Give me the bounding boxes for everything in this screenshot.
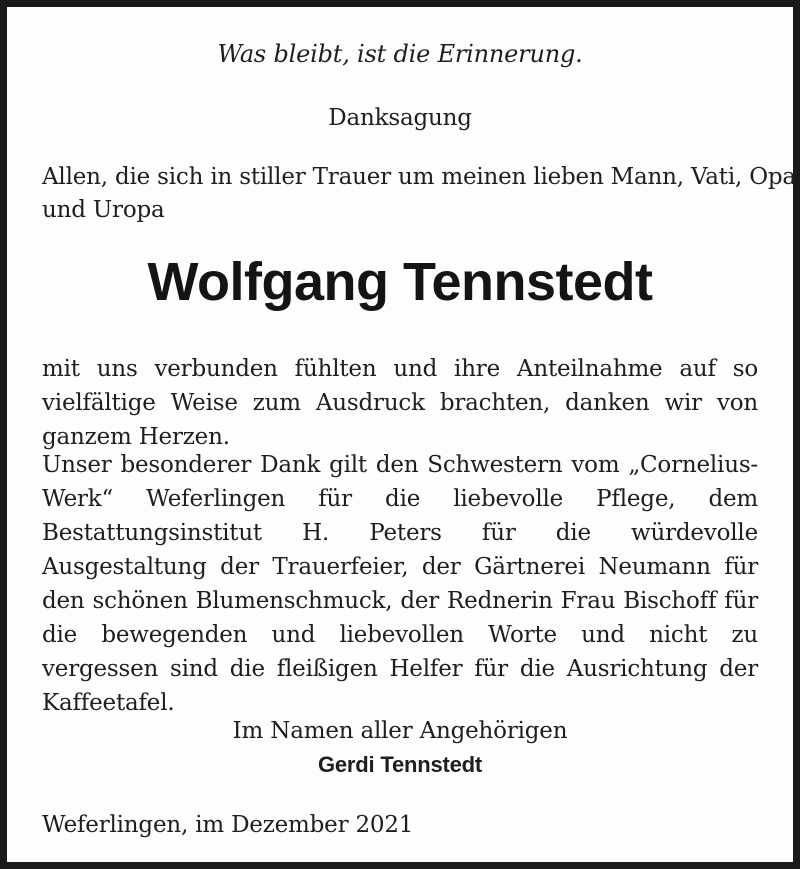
heading: Danksagung: [328, 105, 472, 131]
intro-line-1: Allen, die sich in stiller Trauer um meinen lieben Mann, Vati, Opa: [42, 164, 796, 190]
intro-line-2: und Uropa: [42, 197, 165, 223]
deceased-name: Wolfgang Tennstedt: [147, 252, 653, 312]
paragraph-special-thanks: Unser besonderer Dank gilt den Schwestern vom „Cornelius-Werk“ Weferlingen für die liebevolle Pflege, dem Bestattungsinstitut H. Peters für die würdevolle Ausgestaltung der Trauerfeier, der Gärtnerei Neumann für den schönen Blumenschmuck, der Rednerin Frau Bischoff für die bewegenden und liebevollen Worte und nicht zu vergessen sind die fleißigen Helfer für die Ausrichtung der Kaffeetafel.: [42, 452, 758, 716]
signature-line: Im Namen aller Angehörigen: [232, 718, 568, 744]
place-date: Weferlingen, im Dezember 2021: [42, 812, 414, 838]
notice-content: [42, 7, 796, 862]
signature-name: Gerdi Tennstedt: [317, 752, 483, 777]
motto: Was bleibt, ist die Erinnerung.: [217, 40, 583, 68]
paragraph-thanks: mit uns verbunden fühlten und ihre Anteilnahme auf so vielfältige Weise zum Ausdruck brachten, danken wir von ganzem Herzen.: [42, 356, 758, 450]
